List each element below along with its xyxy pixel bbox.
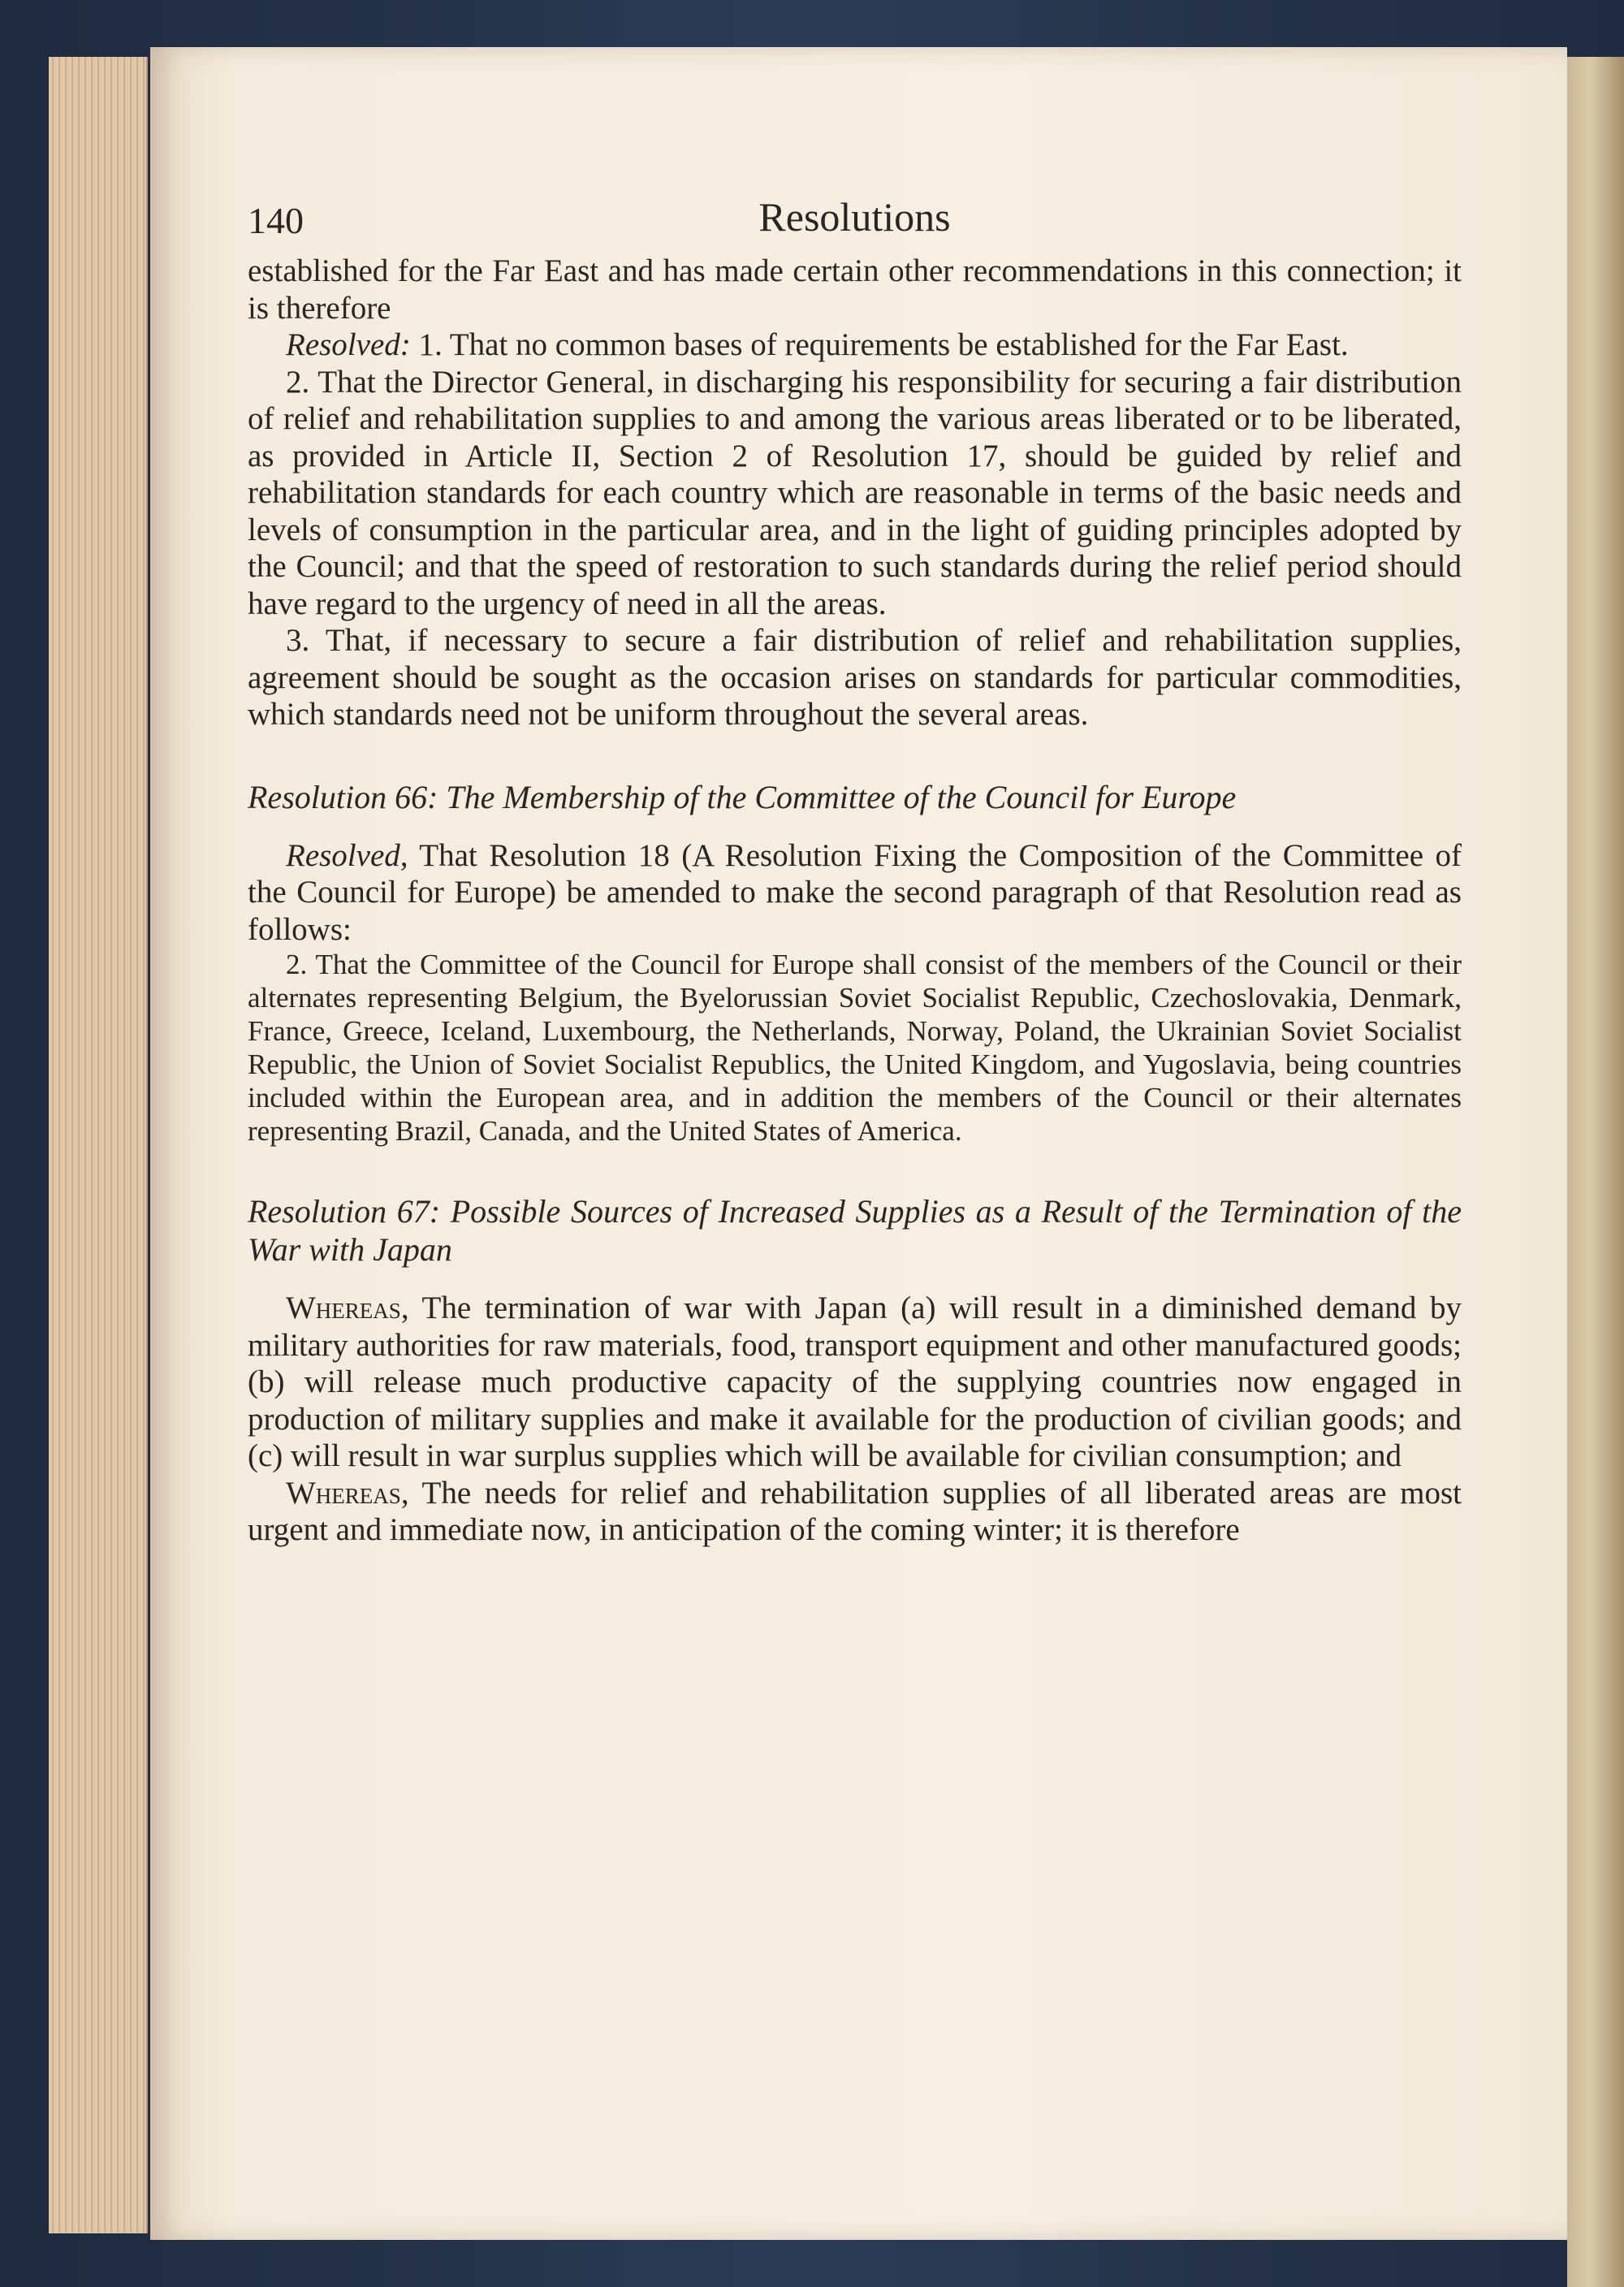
running-title: Resolutions	[758, 194, 951, 240]
intro-paragraph-2	[248, 326, 1462, 364]
resolution-66-paragraph-2: 2. That the Committee of the Council for Europe shall consist of the members of the Council or their alternates representing Belgium, the Byelorussian Soviet Socialist Republic, Czechoslovakia, Denmark, France, Greece, Iceland, Luxembourg, the Netherlands, Norway, Poland, the Ukrainian Soviet Socialist Republic, the Union of Soviet Socialist Republics, the United Kingdom, and Yugoslavia, being countries included within the European area, and in addition the members of the Council or their alternates representing Brazil, Canada, and the United States of America.	[248, 949, 1462, 1147]
resolution-66-paragraph-1	[248, 837, 1462, 949]
whereas-label-1: Whereas,	[286, 1290, 409, 1325]
intro-paragraph-2-text: 1. That no common bases of requirements be established for the Far East.	[410, 327, 1349, 362]
resolution-66-title: Resolution 66: The Membership of the Committee of the Council for Europe	[248, 778, 1237, 815]
resolution-67-paragraph-1	[248, 1290, 1462, 1475]
page-header	[248, 194, 1462, 248]
resolution-67-title: Resolution 67: Possible Sources of Increased Supplies as a Result of the Termination of the War with Japan	[248, 1193, 1462, 1268]
resolution-66-paragraph-1-text: That Resolution 18 (A Resolution Fixing the Composition of the Committee of the Council for Europe) be amended to make the second paragraph of that Resolution read as follows:	[248, 837, 1462, 947]
facing-page-edge	[1567, 57, 1624, 2287]
resolved-label-66: Resolved,	[286, 837, 408, 873]
resolution-67-paragraph-2-text: The needs for relief and rehabilitation supplies of all liberated areas are most urgent and immediate now, in anticipation of the coming winter; it is therefore	[248, 1475, 1462, 1547]
whereas-label-2: Whereas,	[286, 1475, 409, 1511]
page-text	[248, 194, 1462, 1549]
intro-paragraph-1: established for the Far East and has made certain other recommendations in this connection; it is therefore	[248, 253, 1462, 326]
resolved-label: Resolved:	[286, 327, 411, 362]
page-number: 140	[248, 200, 304, 241]
resolution-67-paragraph-2	[248, 1475, 1462, 1549]
resolution-67-paragraph-1-text: The termination of war with Japan (a) will result in a diminished demand by military authorities for raw materials, food, transport equipment and other manufactured goods; (b) will release much productive capacity of the supplying countries now engaged in production of military supplies and make it available for the production of civilian goods; and (c) will result in war surplus supplies which will be available for civilian consumption; and	[248, 1290, 1462, 1473]
intro-paragraph-3: 2. That the Director General, in discharging his responsibility for securing a fair distribution of relief and rehabilitation supplies to and among the various areas liberated or to be liberated, as provided in Article II, Section 2 of Resolution 17, should be guided by relief and rehabilitation standards for each country which are reasonable in terms of the basic needs and levels of consumption in the particular area, and in the light of guiding principles adopted by the Council; and that the speed of restoration to such standards during the relief period should have regard to the urgency of need in all the areas.	[248, 364, 1462, 621]
page-edges	[49, 57, 148, 2233]
intro-paragraph-4: 3. That, if necessary to secure a fair distribution of relief and rehabilitation supplies, agreement should be sought as the occasion arises on standards for particular commodities, which standards need not be uniform throughout the several areas.	[248, 623, 1462, 732]
